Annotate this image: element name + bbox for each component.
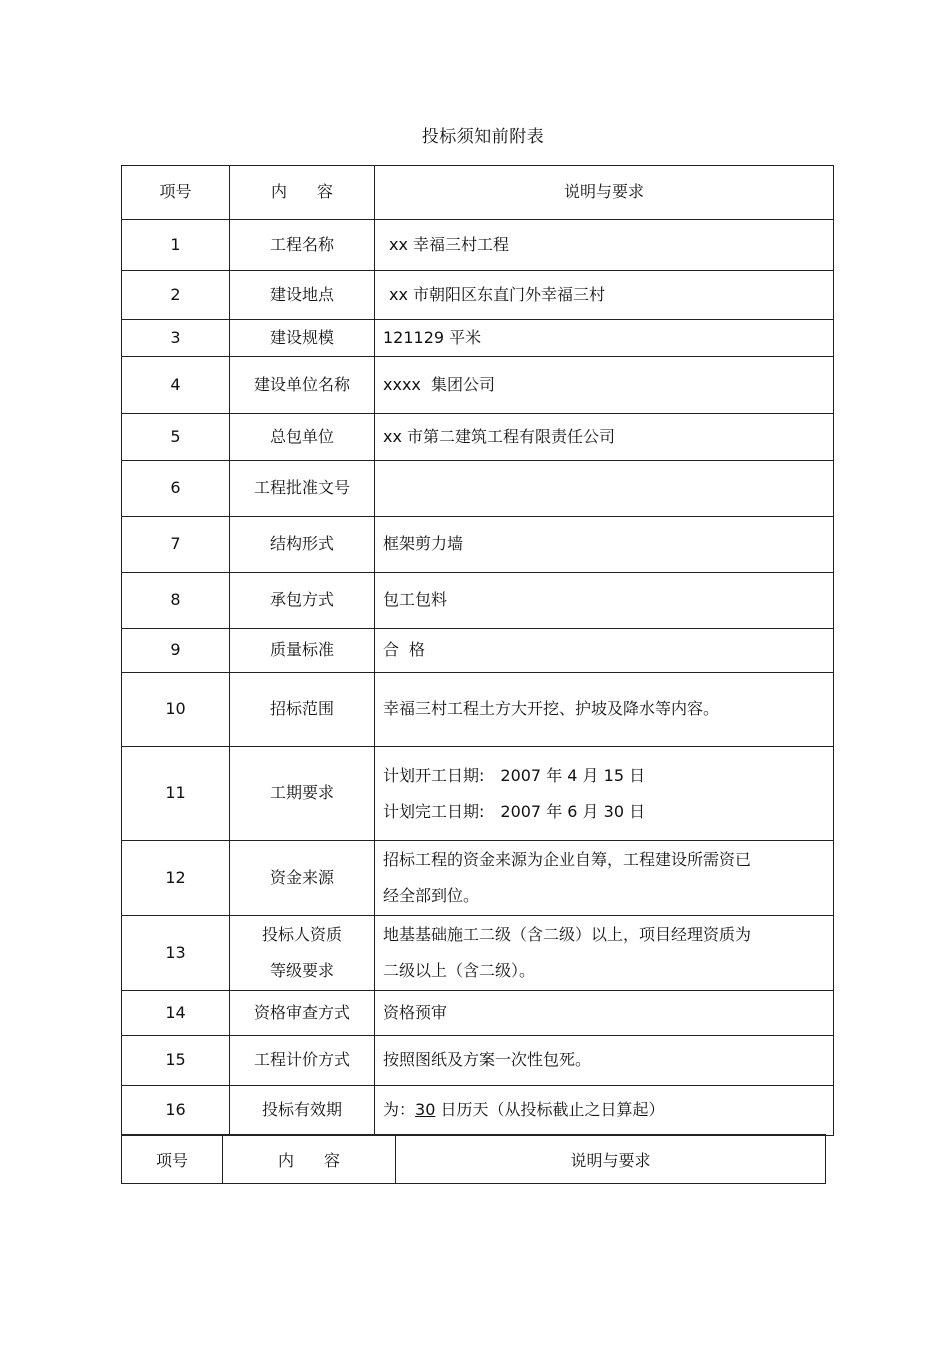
row-description: [375, 320, 834, 357]
description-suffix: 日历天（从投标截止之日算起）: [435, 1100, 665, 1120]
row-description: [375, 841, 834, 916]
row-item: 投标有效期: [230, 1086, 375, 1136]
footer-header-content-label: 内容: [277, 1150, 370, 1170]
row-description: [375, 461, 834, 517]
row-number: 2: [122, 271, 230, 320]
table-row: [122, 1036, 834, 1086]
row-description: [375, 573, 834, 629]
row-description: [375, 517, 834, 573]
footer-header-item-no: 项号: [122, 1135, 223, 1184]
row-number: 14: [122, 991, 230, 1036]
repeated-header-table: [121, 1134, 826, 1184]
table-header-row: [122, 166, 834, 220]
row-description: [375, 220, 834, 271]
row-description: [375, 916, 834, 991]
row-number: 10: [122, 673, 230, 747]
row-item: 承包方式: [230, 573, 375, 629]
row-item-line: 投标人资质: [261, 925, 342, 944]
row-number: 8: [122, 573, 230, 629]
table-row: [122, 1086, 834, 1136]
table-row: [122, 414, 834, 461]
header-content: [230, 166, 375, 220]
row-description: [375, 1036, 834, 1086]
description-line: 地基基础施工二级（含二级）以上，项目经理资质为: [383, 925, 752, 944]
description-line: 121129 平米: [383, 327, 482, 347]
description-line: 按照图纸及方案一次性包死。: [383, 1050, 592, 1070]
row-description: [375, 271, 834, 320]
description-line: xxxx 集团公司: [383, 374, 496, 394]
row-number: 4: [122, 357, 230, 414]
row-description: [375, 747, 834, 841]
row-number: 7: [122, 517, 230, 573]
row-item: 工程计价方式: [230, 1036, 375, 1086]
table-row: [122, 629, 834, 673]
description-prefix: 为：: [383, 1100, 416, 1120]
row-number: 6: [122, 461, 230, 517]
description-line: 幸福三村工程土方大开挖、护坡及降水等内容。: [383, 699, 720, 719]
row-description: [375, 414, 834, 461]
row-item: 工程名称: [230, 220, 375, 271]
description-line: 框架剪力墙: [383, 534, 464, 554]
row-number: 5: [122, 414, 230, 461]
row-item: 结构形式: [230, 517, 375, 573]
description-line: xx 市第二建筑工程有限责任公司: [383, 426, 616, 446]
row-item: 质量标准: [230, 629, 375, 673]
description-line: 计划完工日期: 2007 年 6 月 30 日: [383, 801, 646, 821]
table-row: [122, 747, 834, 841]
row-number: 15: [122, 1036, 230, 1086]
table-row: [122, 673, 834, 747]
row-description: [375, 991, 834, 1036]
row-number: 11: [122, 747, 230, 841]
description-line: xx 市朝阳区东直门外幸福三村: [389, 284, 606, 304]
table-row: [122, 573, 834, 629]
table-row: [122, 991, 834, 1036]
row-description: [375, 1086, 834, 1136]
description-line: 包工包料: [383, 590, 448, 610]
description-line: 招标工程的资金来源为企业自筹，工程建设所需资已: [383, 850, 752, 869]
row-item-line: 等级要求: [269, 961, 334, 980]
table-row: [122, 271, 834, 320]
table-row: [122, 320, 834, 357]
header-content-label: 内容: [270, 182, 363, 202]
table-row: [122, 357, 834, 414]
row-item: 资金来源: [230, 841, 375, 916]
description-line: 资格预审: [383, 1002, 448, 1022]
row-description: [375, 629, 834, 673]
row-item: 工程批准文号: [230, 461, 375, 517]
row-number: 16: [122, 1086, 230, 1136]
row-number: 12: [122, 841, 230, 916]
row-number: 1: [122, 220, 230, 271]
table-row: [122, 517, 834, 573]
table-row: [122, 841, 834, 916]
description-line: xx 幸福三村工程: [389, 234, 510, 254]
row-item: 建设单位名称: [230, 357, 375, 414]
repeated-header-row: [122, 1135, 826, 1184]
footer-header-description: 说明与要求: [396, 1135, 826, 1184]
row-number: 9: [122, 629, 230, 673]
document-title: 投标须知前附表: [421, 127, 545, 147]
row-item: 工期要求: [230, 747, 375, 841]
bid-notice-table: [121, 165, 834, 1136]
table-row: [122, 461, 834, 517]
header-description: 说明与要求: [375, 166, 834, 220]
description-line: 二级以上（含二级）。: [383, 961, 536, 980]
row-number: 13: [122, 916, 230, 991]
row-description: [375, 357, 834, 414]
row-item: [230, 916, 375, 991]
table-row: [122, 220, 834, 271]
row-item: 招标范围: [230, 673, 375, 747]
description-line: 计划开工日期: 2007 年 4 月 15 日: [383, 765, 646, 785]
row-number: 3: [122, 320, 230, 357]
validity-days: 30: [415, 1100, 436, 1120]
row-description: [375, 673, 834, 747]
header-item-no: 项号: [122, 166, 230, 220]
row-item: 资格审查方式: [230, 991, 375, 1036]
footer-header-content: [223, 1135, 396, 1184]
table-row: [122, 916, 834, 991]
row-item: 总包单位: [230, 414, 375, 461]
description-line: 经全部到位。: [383, 886, 480, 905]
description-line: 合格: [383, 640, 436, 660]
row-item: 建设规模: [230, 320, 375, 357]
row-item: 建设地点: [230, 271, 375, 320]
